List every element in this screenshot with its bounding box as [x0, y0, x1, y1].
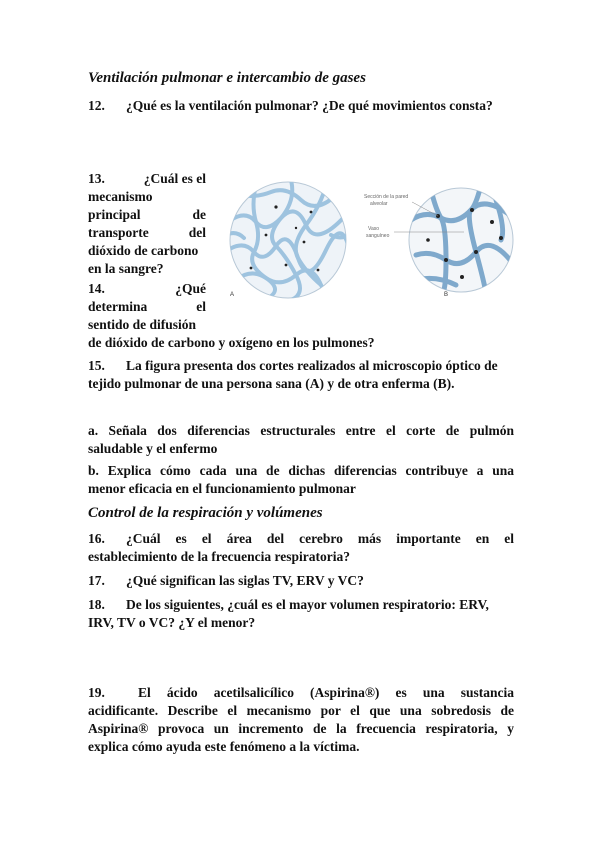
question-number: 13. — [88, 171, 105, 186]
question-number: 18. — [88, 597, 105, 612]
callout-1-line-1: Sección de la pared — [364, 194, 409, 200]
question-19-line-1 — [88, 684, 514, 702]
question-text: ¿Cuál es el — [143, 171, 206, 186]
question-text: ¿Cuál es el área del cerebro más importante en el — [126, 531, 514, 546]
callout-1-line-2: alveolar — [370, 201, 388, 207]
question-number: 14. — [88, 281, 105, 296]
question-12 — [88, 97, 493, 115]
question-text: ¿Qué — [175, 281, 206, 296]
question-14-line-4: de dióxido de carbono y oxígeno en los pulmones? — [88, 335, 375, 350]
question-number: 15. — [88, 358, 105, 373]
question-14-line-1 — [88, 280, 206, 298]
label-b: B — [444, 292, 449, 298]
question-15a-line-1: a. Señala dos diferencias estructurales entre el corte de pulmón — [88, 423, 514, 438]
micrograph-a — [226, 180, 351, 300]
question-number: 12. — [88, 98, 105, 113]
question-text: El ácido acetilsalicílico (Aspirina®) es una sustancia — [138, 685, 514, 700]
micrograph-b — [409, 185, 516, 298]
question-13-line-2: mecanismo — [88, 189, 153, 204]
question-18 — [88, 596, 514, 632]
question-16-line-2: establecimiento de la frecuencia respiratoria? — [88, 549, 350, 564]
question-16 — [88, 530, 514, 566]
question-15a — [88, 422, 514, 458]
question-18-line-2: IRV, TV o VC? ¿Y el menor? — [88, 615, 256, 630]
question-13-line-3: principal de — [88, 207, 206, 222]
question-15-line-2: tejido pulmonar de una persona sana (A) y de otra enferma (B). — [88, 376, 455, 391]
question-19-line-2: acidificante. Describe el mecanismo por el que una sobredosis de — [88, 703, 514, 718]
question-15b-line-2: menor eficacia en el funcionamiento pulmonar — [88, 481, 356, 496]
label-a: A — [230, 292, 235, 298]
question-number: 16. — [88, 531, 105, 546]
question-19-line-4: explica cómo ayuda este fenómeno a la víctima. — [88, 739, 360, 754]
question-19-line-3: Aspirina® provoca un incremento de la frecuencia respiratoria, y — [88, 721, 514, 736]
question-14-line-2: determina el — [88, 299, 206, 314]
lung-tissue-figure — [226, 180, 518, 302]
question-15 — [88, 357, 514, 393]
question-18-line-1 — [88, 596, 514, 614]
question-15a-line-2: saludable y el enfermo — [88, 441, 218, 456]
question-13-line-5: dióxido de carbono — [88, 243, 199, 258]
question-13-line-1 — [88, 170, 206, 188]
question-text: La figura presenta dos cortes realizados al microscopio óptico de — [126, 358, 498, 373]
question-17 — [88, 572, 364, 590]
question-text: ¿Qué significan las siglas TV, ERV y VC? — [126, 573, 364, 588]
section-title-control: Control de la respiración y volúmenes — [88, 505, 323, 521]
question-16-line-1 — [88, 530, 514, 548]
question-15b-line-1: b. Explica cómo cada una de dichas diferencias contribuye a una — [88, 463, 514, 478]
callout-2-line-1: Vaso — [368, 226, 380, 232]
section-title-ventilacion: Ventilación pulmonar e intercambio de gases — [88, 70, 366, 86]
callout-2-line-2: sanguíneo — [366, 233, 390, 239]
question-15b — [88, 462, 514, 498]
question-13 — [88, 170, 206, 278]
question-15-line-1 — [88, 357, 514, 375]
question-text: De los siguientes, ¿cuál es el mayor volumen respiratorio: ERV, — [126, 597, 489, 612]
question-13-line-6: en la sangre? — [88, 261, 164, 276]
question-number: 17. — [88, 573, 105, 588]
question-14 — [88, 280, 375, 352]
question-14-line-3: sentido de difusión — [88, 317, 197, 332]
question-number: 19. — [88, 685, 105, 700]
question-13-line-4: transporte del — [88, 225, 206, 240]
question-19 — [88, 684, 514, 756]
question-text: ¿Qué es la ventilación pulmonar? ¿De qué movimientos consta? — [126, 98, 493, 113]
